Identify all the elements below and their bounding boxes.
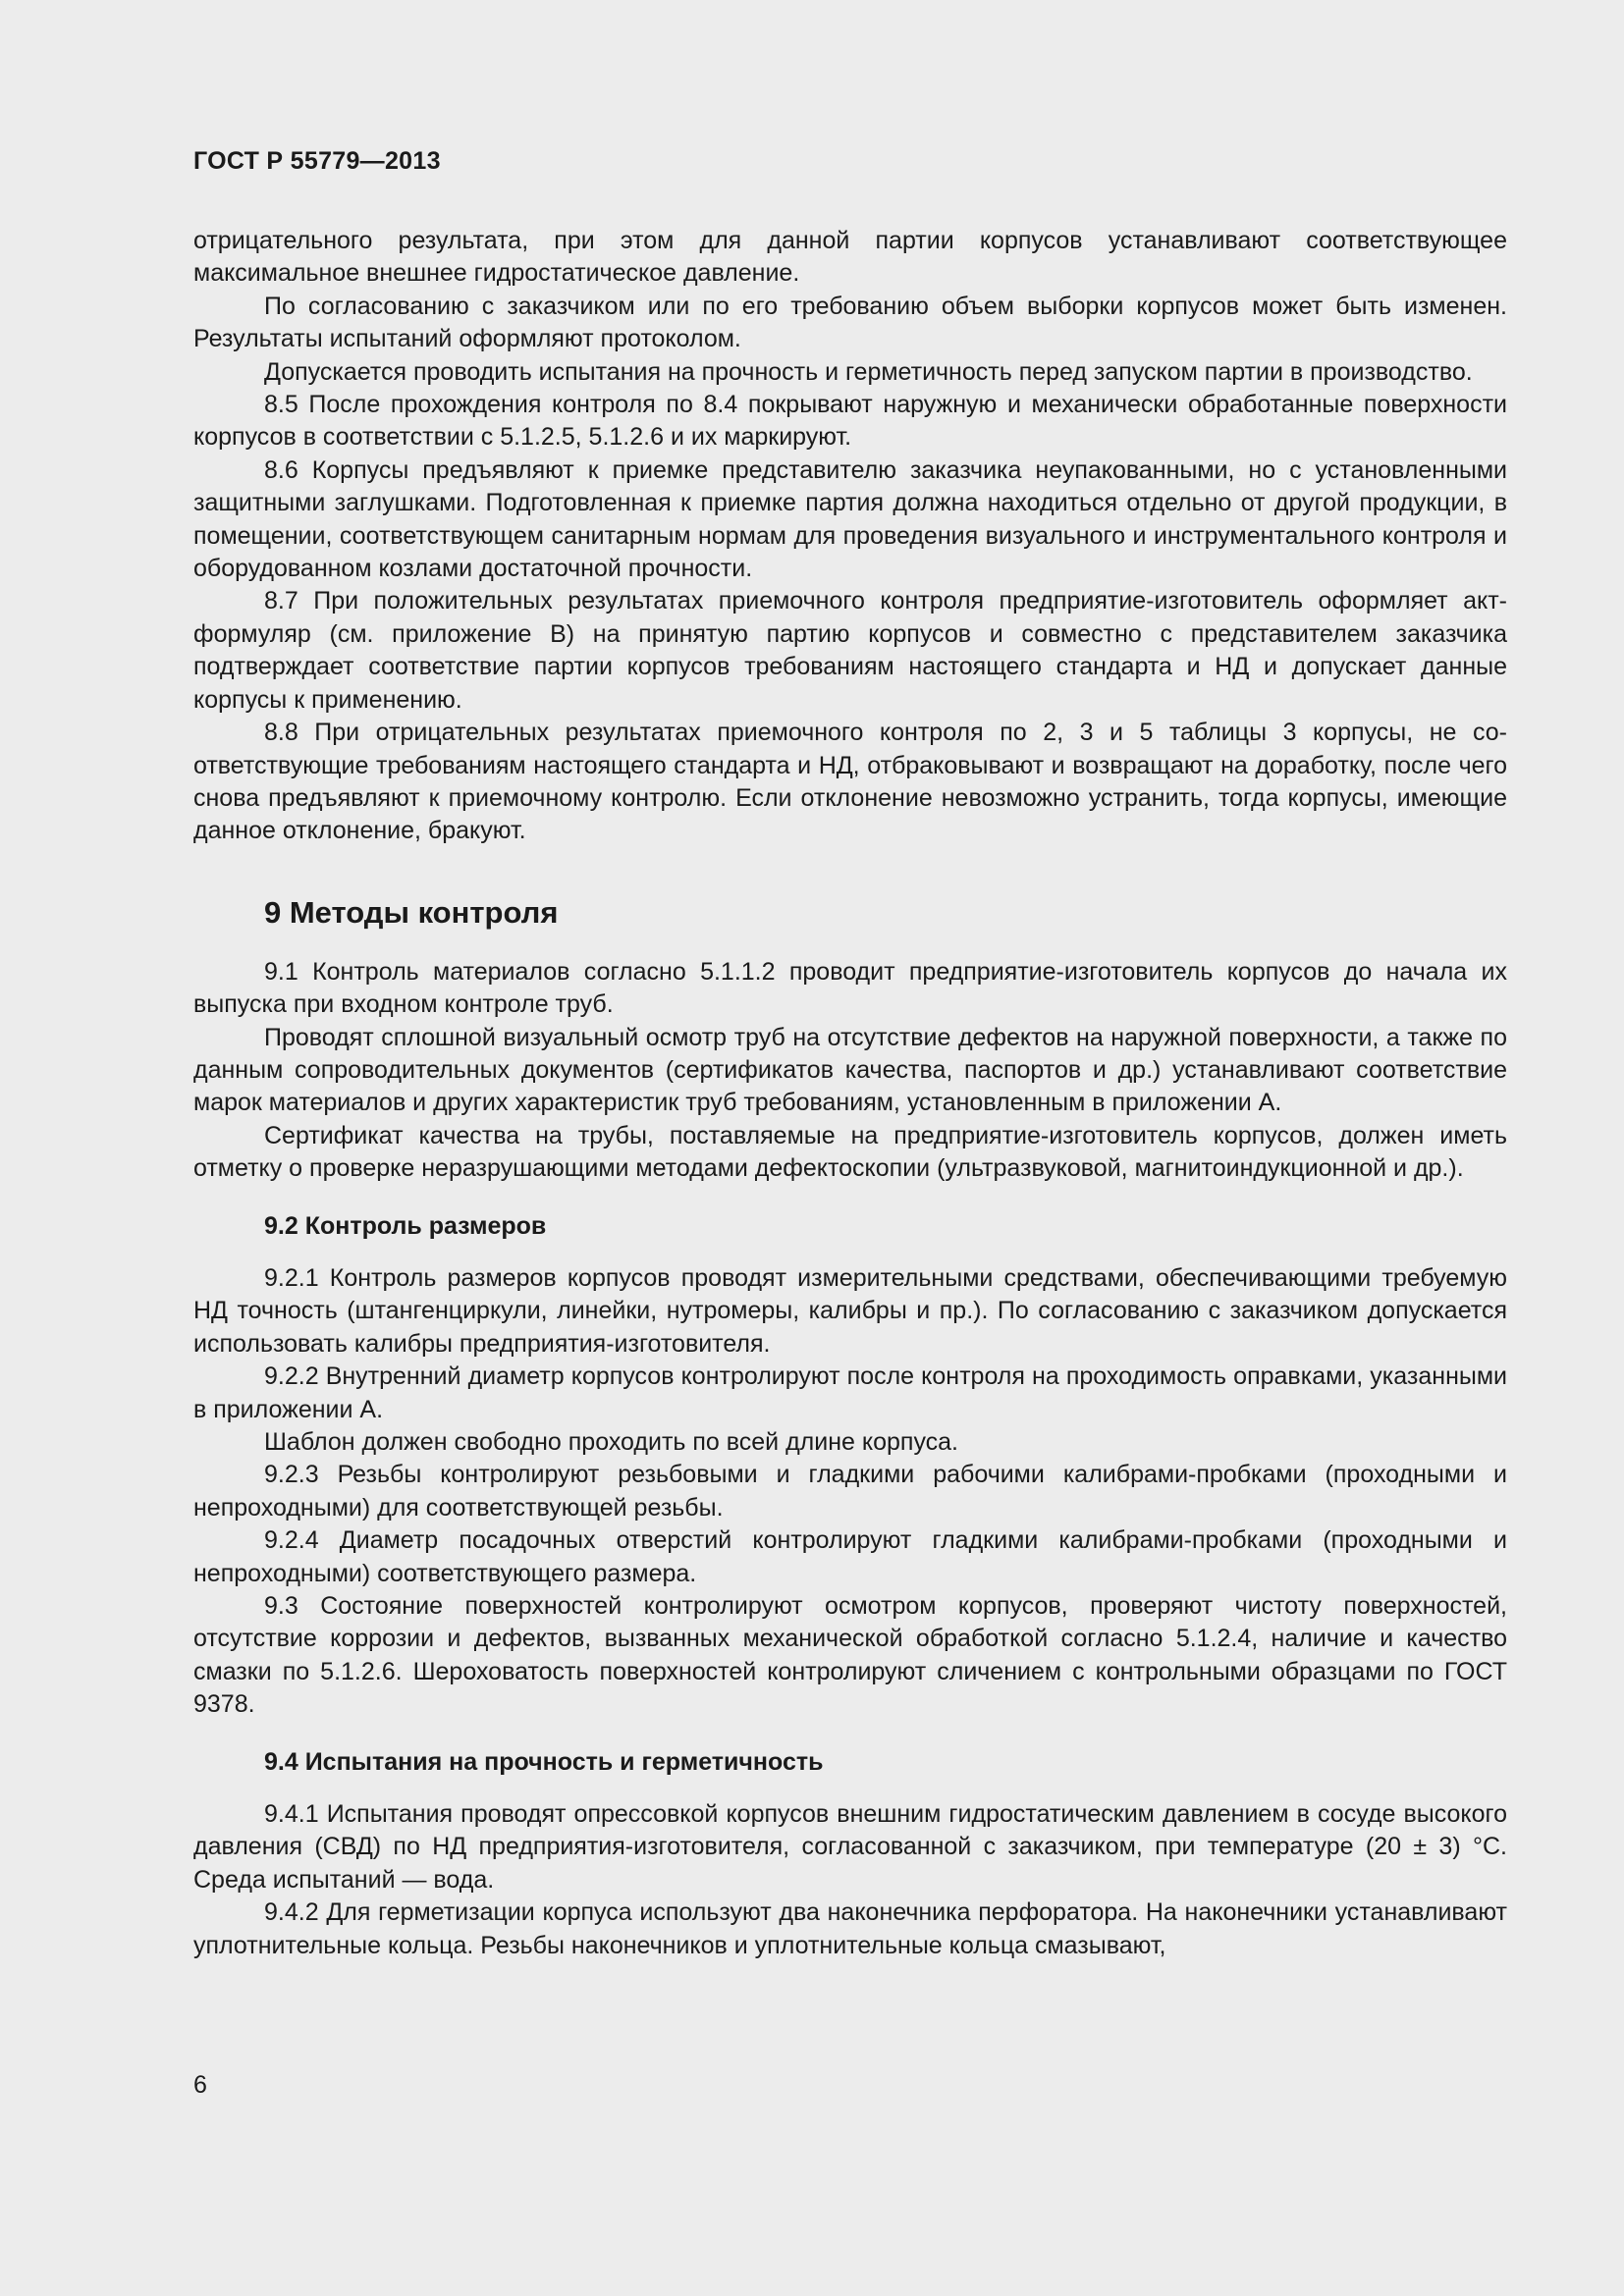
paragraph-8-5: 8.5 После прохождения контроля по 8.4 покрывают наружную и механически обработанные поверхности корпусов в соответствии с 5.1.2.5, 5.1.2.6 и их маркируют. <box>193 391 1507 452</box>
paragraph-9-2-1: 9.2.1 Контроль размеров корпусов проводят измерительными средствами, обеспечивающими требуемую НД точность (штангенциркули, линейки, нутромеры, калибры и пр.). По согласованию с заказчиком допускается использовать калибры предприятия-изготовителя. <box>193 1263 1507 1358</box>
subsection-heading-9-4: 9.4 Испытания на прочность и герметичность <box>264 1747 824 1776</box>
page-number: 6 <box>193 2071 207 2099</box>
paragraph-8-8: 8.8 При отрицательных результатах приемочного контроля по 2, 3 и 5 таблицы 3 корпусы, не соответствующие требованиям настоящего стандарта и НД, отбраковывают и возвращают на доработку, после чего снова предъявляют к приемочному контролю. Если отклонение невозможно устранить, тогда корпусы, имеющие данное отклонение, бракуют. <box>193 719 1507 845</box>
paragraph-continuation: отрицательного результата, при этом для данной партии корпусов устанавливают соответствующее максимальное внешнее гидростатическое давление. <box>193 227 1507 288</box>
paragraph-9-3: 9.3 Состояние поверхностей контролируют осмотром корпусов, проверяют чистоту поверхностей, отсутствие коррозии и дефектов, вызванных механической обработкой согласно 5.1.2.4, наличие и качество смазки по 5.1.2.6. Шероховатость поверхностей контролируют сличением с контрольными образцами по ГОСТ 9378. <box>193 1592 1507 1719</box>
paragraph-9-4-2: 9.4.2 Для герметизации корпуса используют два наконечника перфоратора. На наконечники устанавливают уплотнительные кольца. Резьбы наконечников и уплотнительные кольца смазывают, <box>193 1898 1507 1959</box>
paragraph-9-1: 9.1 Контроль материалов согласно 5.1.1.2 проводит предприятие-изготовитель корпусов до начала их выпуска при входном контроле труб. <box>193 957 1507 1019</box>
paragraph: Шаблон должен свободно проходить по всей длине корпуса. <box>264 1428 959 1456</box>
paragraph-9-2-3: 9.2.3 Резьбы контролируют резьбовыми и гладкими рабочими калибрами-пробками (проходными и непроходными) для соответствующей резьбы. <box>193 1461 1507 1522</box>
paragraph-9-2-4: 9.2.4 Диаметр посадочных отверстий контролируют гладкими калибрами-пробками (проходными и непроходными) соответствующего размера. <box>193 1526 1507 1587</box>
paragraph-8-7: 8.7 При положительных результатах приемочного контроля предприятие-изготовитель оформляет акт-формуляр (см. приложение В) на принятую партию корпусов и совместно с представителем заказчика подтверждает соответствие партии корпусов требованиям настоящего стандарта и НД и допускает данные корпусы к применению. <box>193 587 1507 714</box>
subsection-heading-9-2: 9.2 Контроль размеров <box>264 1211 547 1240</box>
paragraph: Проводят сплошной визуальный осмотр труб на отсутствие дефектов на наружной поверхности, а также по данным сопроводительных документов (сертификатов качества, паспортов и др.) устанавливают соответствие марок материалов и других характеристик труб требованиям, установленным в приложении А. <box>193 1023 1507 1117</box>
paragraph: Сертификат качества на трубы, поставляемые на предприятие-изготовитель корпусов, должен иметь отметку о проверке неразрушающими методами дефектоскопии (ультразвуковой, магнитоиндукционной и др.). <box>193 1121 1507 1183</box>
section-heading-9: 9 Методы контроля <box>264 894 559 930</box>
paragraph-9-4-1: 9.4.1 Испытания проводят опрессовкой корпусов внешним гидростатическим давлением в сосуде высокого давления (СВД) по НД предприятия-изготовителя, согласованной с заказчиком, при температуре (20 ± 3) °С. Среда испытаний — вода. <box>193 1800 1507 1894</box>
document-body <box>193 225 1507 1962</box>
paragraph-9-2-2: 9.2.2 Внутренний диаметр корпусов контролируют после контроля на проходимость оправками, указанными в приложении А. <box>193 1362 1507 1423</box>
paragraph-8-6: 8.6 Корпусы предъявляют к приемке представителю заказчика неупакованными, но с установленными защитными заглушками. Подготовленная к приемке партия должна находиться отдельно от другой продукции, в помещении, соответствующем санитарным нормам для проведения визуального и инструментального контроля и оборудованном козлами достаточной прочности. <box>193 455 1507 583</box>
paragraph: Допускается проводить испытания на прочность и герметичность перед запуском партии в производство. <box>264 357 1473 386</box>
paragraph: По согласованию с заказчиком или по его требованию объем выборки корпусов может быть изменен. Результаты испытаний оформляют протоколом. <box>193 292 1507 353</box>
page-header-standard-title: ГОСТ Р 55779—2013 <box>193 147 441 175</box>
